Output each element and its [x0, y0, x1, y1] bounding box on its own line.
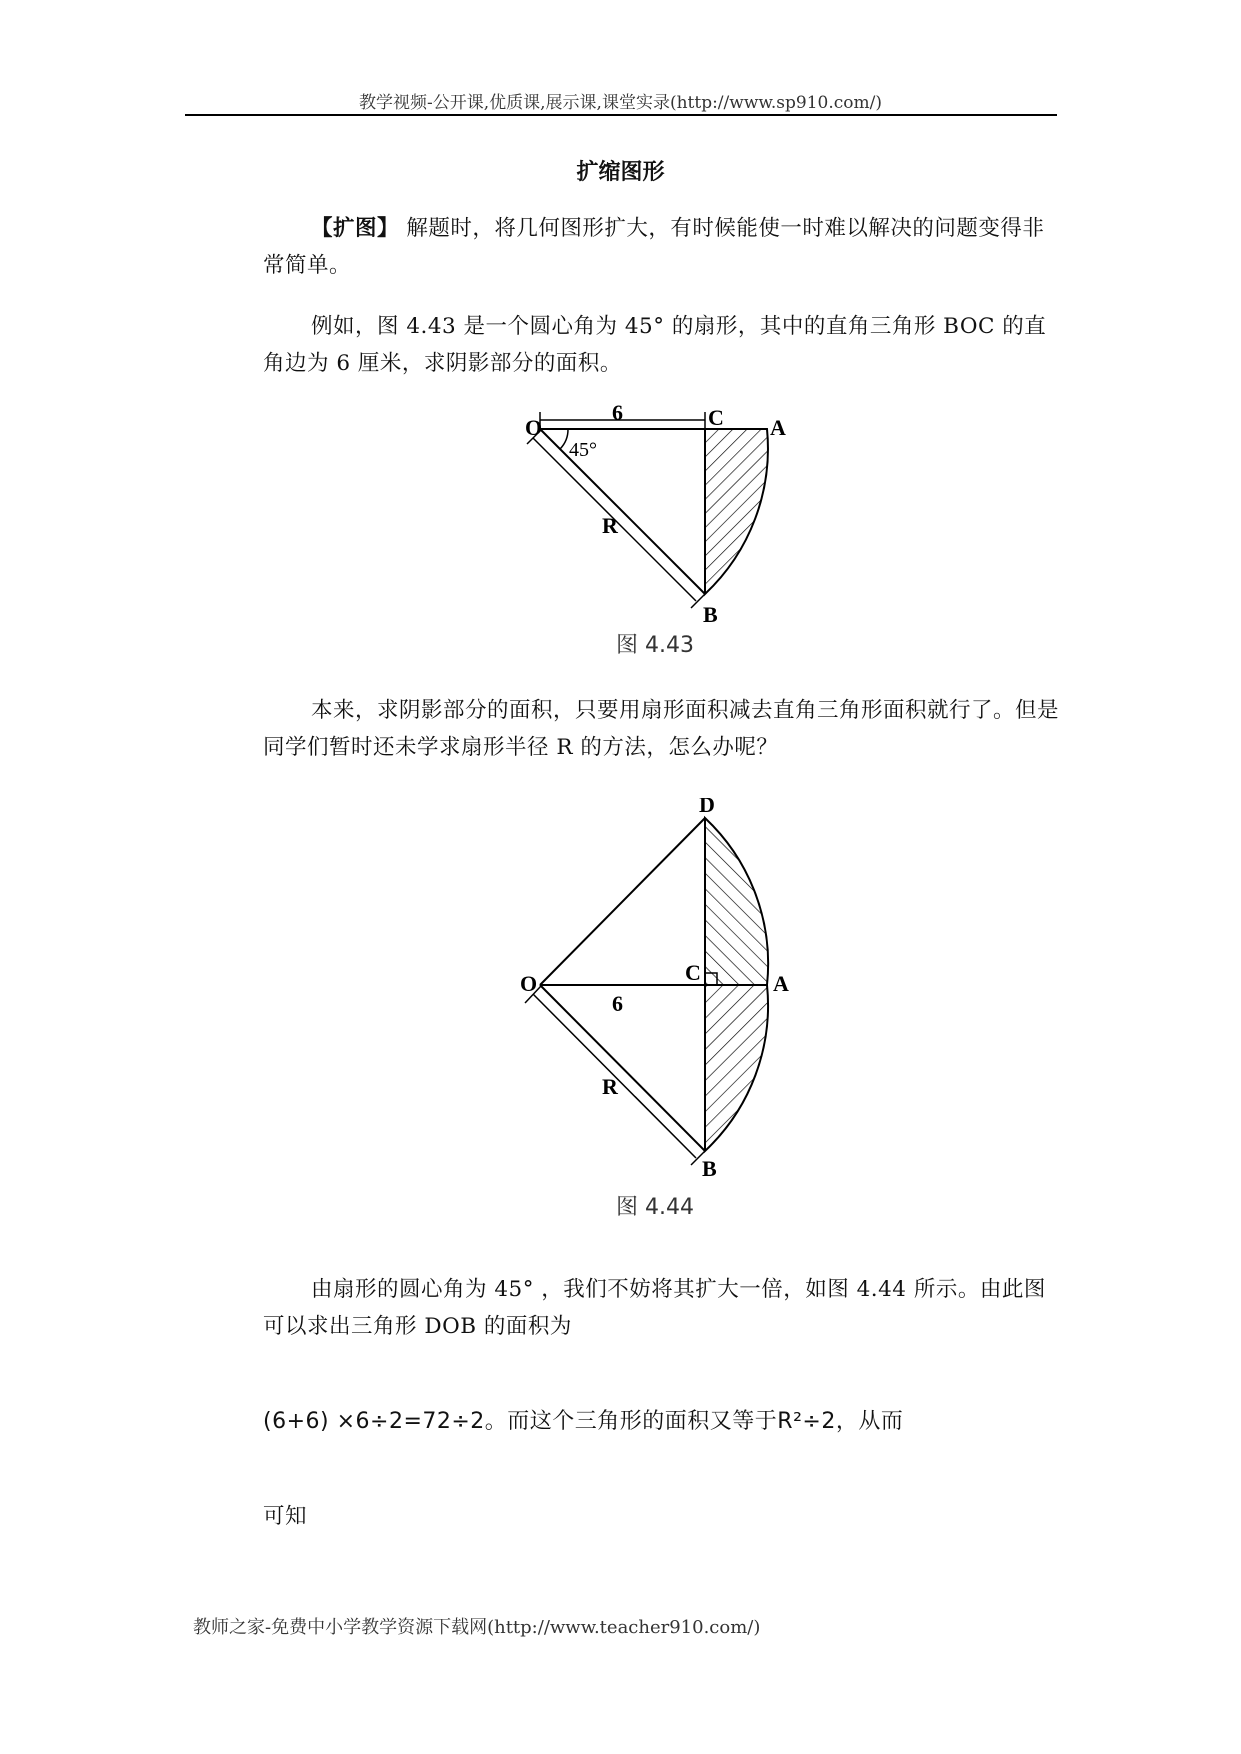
figure-4-44 [505, 798, 805, 1183]
shaded-region [705, 429, 768, 594]
label-B: B [703, 602, 718, 627]
label-angle: 45° [569, 439, 597, 461]
label-A: A [770, 415, 786, 440]
page-title: 扩缩图形 [576, 159, 665, 185]
segment-OB [540, 429, 705, 594]
label-A: A [773, 971, 789, 996]
label-6: 6 [612, 991, 623, 1016]
label-O: O [525, 415, 543, 440]
label-6: 6 [612, 402, 623, 425]
page-footer: 教师之家-免费中小学教学资源下载网(http://www.teacher910.com/) [193, 1617, 761, 1638]
angle-arc [560, 429, 568, 449]
explain-paragraph: 本来，求阴影部分的面积，只要用扇形面积减去直角三角形面积就行了。但是同学们暂时还未学求扇形半径 R 的方法，怎么办呢？ [263, 698, 1060, 760]
segment-OD [540, 818, 705, 985]
intro-label: 【扩图】 [311, 216, 400, 241]
label-D: D [699, 798, 715, 817]
figure-4-43-caption: 图 4.43 [616, 633, 694, 658]
label-B: B [702, 1156, 717, 1181]
label-O: O [520, 971, 538, 996]
figure-4-43 [505, 402, 805, 627]
expand-paragraph: 由扇形的圆心角为 45° ，我们不妨将其扩大一倍，如图 4.44 所示。由此图可以求出三角形 DOB 的面积为 [263, 1277, 1046, 1339]
figure-4-44-caption: 图 4.44 [616, 1195, 694, 1220]
example-paragraph: 例如，图 4.43 是一个圆心角为 45° 的扇形，其中的直角三角形 BOC 的直角边为 6 厘米，求阴影部分的面积。 [263, 314, 1047, 376]
shaded-upper [705, 818, 768, 985]
label-C: C [685, 960, 701, 985]
label-C: C [708, 405, 724, 430]
intro-body: 解题时，将几何图形扩大，有时候能使一时难以解决的问题变得非常简单。 [263, 216, 1045, 278]
conclusion-paragraph: 可知 [263, 1504, 308, 1529]
intro-paragraph [263, 210, 1063, 284]
shaded-lower [705, 985, 768, 1151]
header-rule [185, 114, 1057, 116]
page-header: 教学视频-公开课,优质课,展示课,课堂实录(http://www.sp910.com/) [359, 93, 882, 113]
label-R: R [602, 513, 618, 538]
formula-line: (6+6) ×6÷2=72÷2。而这个三角形的面积又等于R²÷2，从而 [263, 1409, 904, 1434]
label-R: R [602, 1074, 618, 1099]
